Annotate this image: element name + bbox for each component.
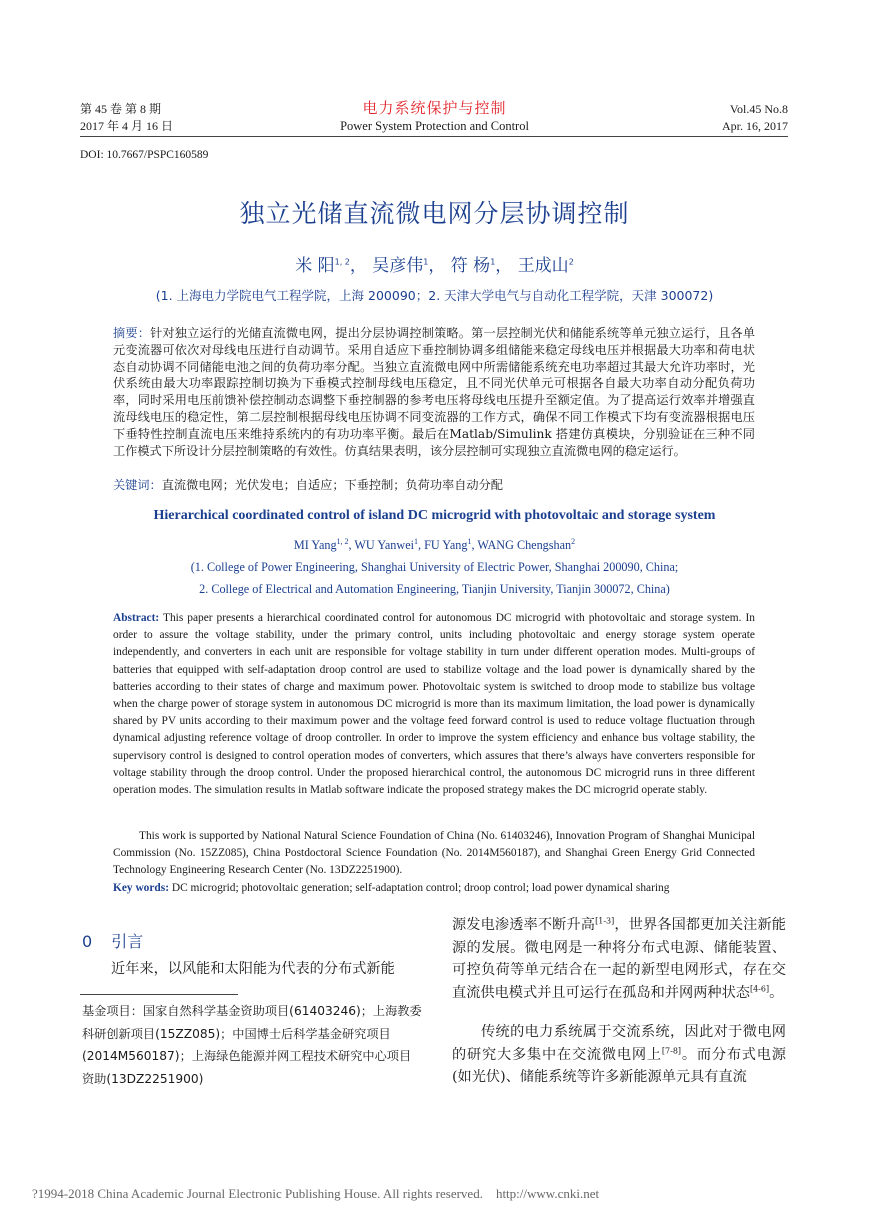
paper-title-en: Hierarchical coordinated control of island DC microgrid with photovoltaic and storage system	[153, 508, 716, 523]
author-name-en: WU Yanwei	[354, 538, 415, 552]
paper-title-cn: 独立光储直流微电网分层协调控制	[239, 199, 630, 228]
keywords-cn	[113, 477, 755, 494]
body-right-paragraph-2	[452, 1021, 786, 1089]
author-affil-sup: 2	[568, 257, 574, 267]
header-right	[722, 101, 788, 135]
body-right-paragraph-1	[452, 914, 786, 1004]
author-affil-sup: 1	[467, 536, 472, 546]
date-en: Apr. 16, 2017	[722, 119, 788, 133]
affiliation-en-2: 2. College of Electrical and Automation Engineering, Tianjin University, Tianjin 300072, China)	[199, 582, 670, 596]
author-affil-sup: 1	[423, 257, 429, 267]
section-title: 引言	[111, 932, 144, 951]
body-text: 传统的电力系统属于交流系统，因此对于微电网的研究大多集中在交流微电网上	[452, 1024, 786, 1063]
citation: [1-3]	[595, 916, 615, 926]
publish-date: 2017 年 4 月 16 日	[80, 119, 174, 133]
author-affil-sup: 1, 2	[334, 257, 350, 267]
footnote-divider	[80, 994, 238, 995]
keywords-cn-label: 关键词：	[113, 478, 162, 492]
authors-en: MI Yang$^{1, 2}$, WU Yanwei$^1$, FU Yang$^1$, WANG Chengshan$^2$	[293, 536, 576, 552]
header-divider	[80, 136, 788, 137]
abstract-en	[113, 610, 755, 799]
author-name-en: MI Yang	[293, 538, 337, 552]
abstract-cn-label: 摘要：	[113, 326, 151, 340]
affiliation-en-1: (1. College of Power Engineering, Shanghai University of Electric Power, Shanghai 200090, China;	[190, 560, 679, 574]
author-affil-sup: 1	[490, 257, 496, 267]
keywords-en-text: DC microgrid; photovoltaic generation; self-adaptation control; droop control; load power dynamical sharing	[171, 882, 670, 894]
author-name-en: FU Yang	[424, 538, 468, 552]
author-affil-sup: 1	[414, 536, 419, 546]
author-affil-sup: 2	[571, 536, 576, 546]
citation: [7-8]	[661, 1045, 682, 1055]
keywords-en-label: Key words:	[113, 882, 169, 894]
journal-title-cn: 电力系统保护与控制	[362, 99, 507, 117]
body-text: 。而分布式电源(如光伏)、储能系统等许多新能源单元具有直流	[452, 1046, 786, 1086]
body-text: ，世界各国都更加关注新能源的发展。微电网是一种将分布式电源、储能装置、可控负荷等单元结合在一起的新型电网形式，存在交直流供电模式并且可运行在孤岛和并网两种状态	[452, 917, 786, 1001]
copyright-footer: ?1994-2018 China Academic Journal Electronic Publishing House. All rights reserved. http://www.cnki.net	[32, 1186, 600, 1201]
journal-title-en: Power System Protection and Control	[340, 119, 529, 133]
volume-number-en: Vol.45 No.8	[729, 102, 788, 116]
affiliation-cn: (1. 上海电力学院电气工程学院，上海 200090；2. 天津大学电气与自动化工程学院，天津 300072)	[155, 288, 714, 303]
author-name: 米 阳	[295, 256, 335, 276]
doi: DOI: 10.7667/PSPC160589	[80, 149, 209, 161]
funding-footnote: 基金项目：国家自然科学基金资助项目(61403246)；上海教委科研创新项目(15ZZ085)；中国博士后科学基金研究项目(2014M560187)；上海绿色能源并网工程技术研究中心项目资助(13DZ2251900)	[82, 1004, 422, 1086]
body-text: 源发电渗透率不断升高	[452, 917, 596, 933]
abstract-cn-text: 针对独立运行的光储直流微电网，提出分层协调控制策略。第一层控制光伏和储能系统等单元独立运行，且各单元变流器可依次对母线电压进行自动调节。采用自适应下垂控制协调多组储能来稳定母线电压并根据最大功率和荷电状态自动协调不同储能电池之间的负荷功率分配。当独立直流微电网中所需储能系统充电功率超过其最大允许功率时，光伏系统由最大功率跟踪控制切换为下垂模式控制母线电压稳定，且不同光伏单元可根据各自最大功率自动分配负荷功率，同时采用电压前馈补偿控制动态调整下垂控制器的参考电压将母线电压提升至额定值。为了提高运行效率并增强直流母线电压的稳定性，第二层控制根据母线电压协调不同变流器的工作方式，确保不同工作模式下均有变流器根据电压下垂特性控制直流电压来维持系统内的有功功率平衡。最后在Matlab/Simulink 搭建仿真模块，分别验证在三种不同工作模式下所设计分层控制策略的有效性。仿真结果表明，该分层控制可实现独立直流微电网的稳定运行。	[113, 326, 756, 458]
author-name: 王成山	[517, 256, 569, 276]
author-separator: ，	[349, 256, 367, 276]
keywords-en	[113, 880, 773, 897]
abstract-cn	[113, 325, 755, 459]
section-number: 0	[82, 932, 93, 951]
body-text: 。	[769, 984, 784, 1001]
authors-cn	[0, 251, 869, 276]
keywords-cn-text: 直流微电网；光伏发电；自适应；下垂控制；负荷功率自动分配	[161, 478, 503, 492]
author-name: 符 杨	[450, 256, 491, 276]
author-separator: ，	[495, 256, 513, 276]
body-left-paragraph: 近年来，以风能和太阳能为代表的分布式新能	[111, 961, 395, 977]
author-affil-sup: 1, 2	[336, 536, 349, 546]
volume-issue: 第 45 卷 第 8 期	[80, 102, 162, 116]
author-name-en: WANG Chengshan	[477, 538, 572, 552]
author-separator: ，	[428, 256, 446, 276]
citation: [4-6]	[749, 984, 770, 994]
funding-en: This work is supported by National Natural Science Foundation of China (No. 61403246), Innovation Program of Shanghai Municipal Commission (No. 15ZZ085), China Postdoctoral Science Foundation (No. 2014M560187), and Shanghai Green Energy Grid Connected Technology Engineering Research Center (No. 13DZ2251900).	[113, 830, 755, 877]
abstract-en-label: Abstract:	[113, 612, 160, 624]
author-name: 吴彦伟	[372, 256, 424, 276]
section-heading	[82, 929, 143, 952]
abstract-en-text: This paper presents a hierarchical coordinated control for autonomous DC microgrid with photovoltaic and storage system. In order to assure the voltage stability, under the primary control, units including photovoltaic and energy storage system operate independently, and converters in each unit are responsible for voltage stability in turn under different operation modes. Multi-groups of batteries that equipped with self-adaptation droop control are used to stabilize voltage and the load power is dynamically shared by the batteries according to their states of charge and maximum power. Photovoltaic system is switched to droop mode to stabilize bus voltage when the charge power of storage system in autonomous DC microgrid is more than its maximum limitation, the load power is dynamically shared by PV units according to their maximum power and the voltage feed forward control is used to reduce voltage fluctuation through dynamical adjusting reference voltage of droop controller. In order to improve the system efficiency and enhance bus voltage stability, the supervisory control is designed to control operation modes of converters, which assures that there’s always have converters responsible for voltage stability through the droop control. Under the proposed hierarchical control, the autonomous DC microgrid runs in three different operation modes. The simulation results in Matlab software indicate the proposed strategy makes the DC microgrid operate stably.	[113, 612, 755, 797]
